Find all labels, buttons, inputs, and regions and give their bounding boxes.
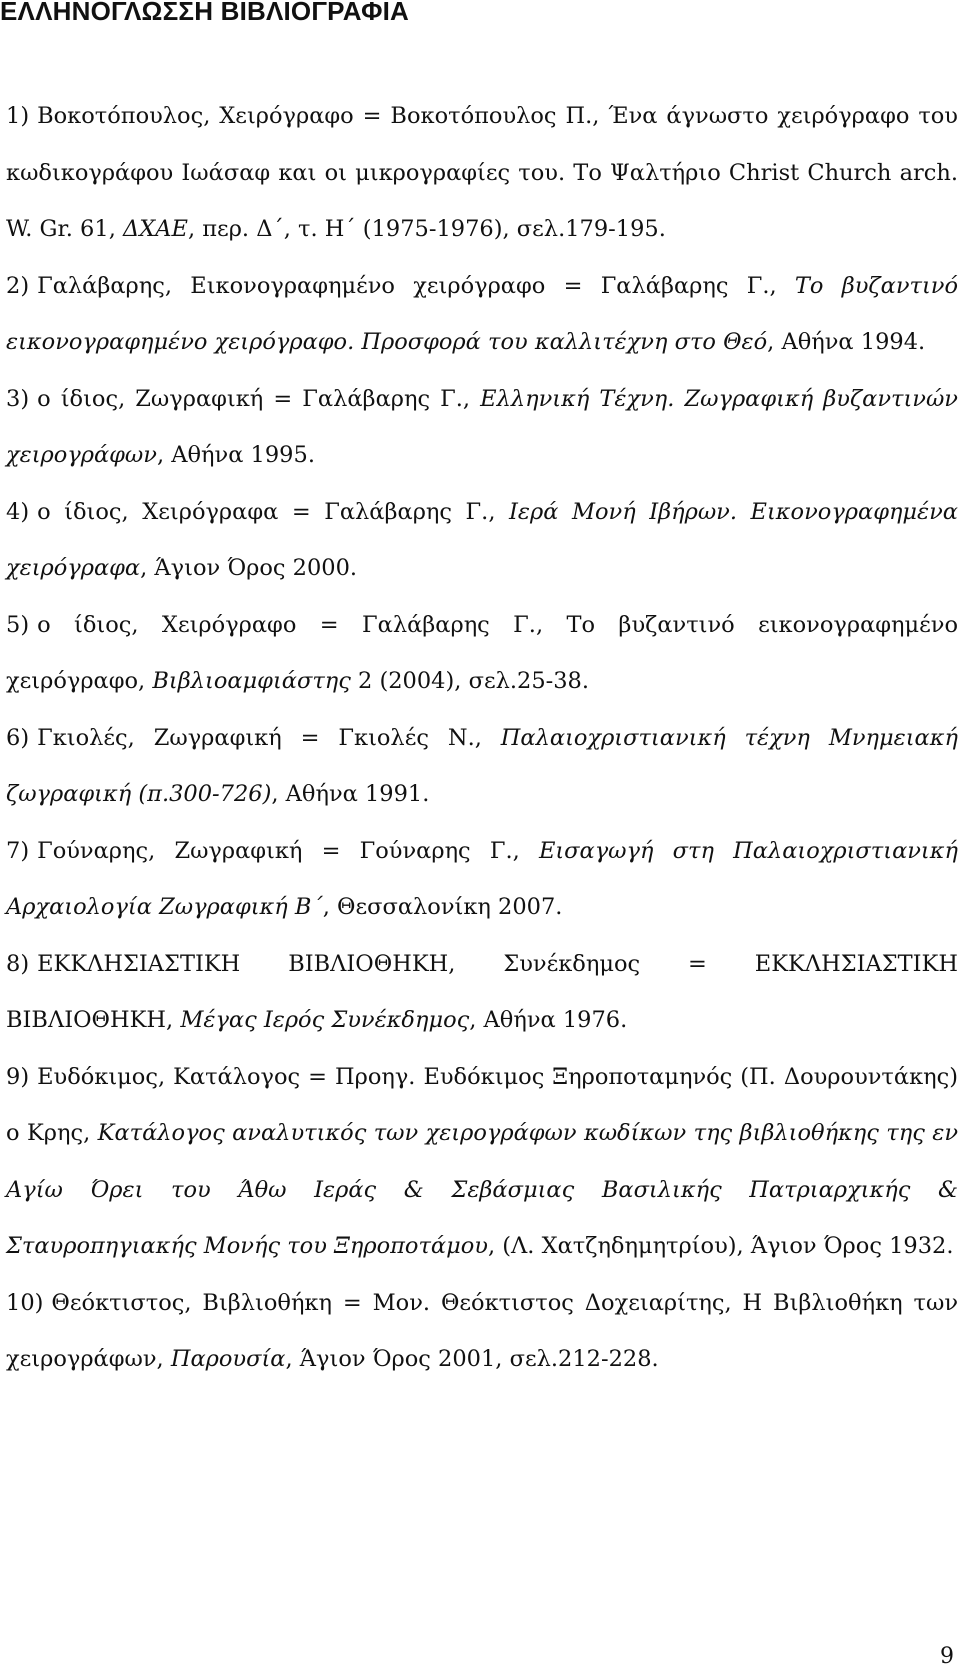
entry-number: 9) bbox=[6, 1063, 30, 1090]
page-number: 9 bbox=[940, 1644, 954, 1669]
entry-number: 5) bbox=[6, 611, 30, 638]
bibliography-entry-10 bbox=[6, 1275, 958, 1388]
bibliography-entry-2 bbox=[6, 258, 958, 371]
entry-text: , Άγιον Όρος 2001, σελ.212-228. bbox=[285, 1346, 659, 1372]
entry-text: Ευδόκιμος, Κατάλογος = Προηγ. Ευδόκιμος Ξηροποταμηνός (Π. Δουρουντάκης) ο Κρης, bbox=[6, 1063, 958, 1146]
entry-title: ΔΧΑΕ bbox=[123, 216, 188, 242]
entry-text: Βοκοτόπουλος, Χειρόγραφο = Βοκοτόπουλος Π., Ένα άγνωστο χειρόγραφο του κωδικογράφου Ιωάσαφ και οι μικρογραφίες του. Το Ψαλτήριο Christ Church arch. W. Gr. 61, bbox=[6, 103, 958, 242]
entry-title: Ελληνική Τέχνη. Ζωγραφική βυζαντινών χειρογράφων bbox=[6, 385, 958, 468]
bibliography-entry-1 bbox=[6, 88, 958, 258]
entry-number: 10) bbox=[6, 1289, 44, 1316]
bibliography-entry-7 bbox=[6, 823, 958, 936]
entry-number: 3) bbox=[6, 385, 30, 412]
entry-text: 2 (2004), σελ.25-38. bbox=[350, 668, 590, 694]
bibliography-entry-4 bbox=[6, 484, 958, 597]
entry-title: Εισαγωγή στη Παλαιοχριστιανική Αρχαιολογία Ζωγραφική Β΄ bbox=[6, 837, 958, 920]
entry-title: Κατάλογος αναλυτικός των χειρογράφων κωδίκων της βιβλιοθήκης της εν Αγίω Όρει του Άθω Ιεράς & Σεβάσμιας Βασιλικής Πατριαρχικής & Σταυροπηγιακής Μονής του Ξηροποτάμου bbox=[6, 1120, 958, 1259]
entry-title: Το βυζαντινό εικονογραφημένο χειρόγραφο. Προσφορά του καλλιτέχνη στο Θεό bbox=[6, 272, 958, 355]
entry-title: Παρουσία bbox=[170, 1346, 286, 1372]
entry-text: Γούναρης, Ζωγραφική = Γούναρης Γ., bbox=[37, 837, 539, 864]
entry-text: , Αθήνα 1995. bbox=[156, 442, 315, 468]
bibliography-entry-9 bbox=[6, 1049, 958, 1275]
entry-title: Παλαιοχριστιανική τέχνη Μνημειακή ζωγραφική (π.300-726) bbox=[6, 724, 958, 807]
bibliography-list bbox=[6, 88, 958, 1388]
entry-text: , Θεσσαλονίκη 2007. bbox=[322, 894, 563, 920]
entry-number: 8) bbox=[6, 950, 30, 977]
bibliography-entry-5 bbox=[6, 597, 958, 710]
entry-text: ο ίδιος, Χειρόγραφο = Γαλάβαρης Γ., Το βυζαντινό εικονογραφημένο χειρόγραφο, bbox=[6, 611, 958, 694]
entry-text: , (Λ. Χατζηδημητρίου), Άγιον Όρος 1932. bbox=[487, 1233, 954, 1259]
entry-text: , Αθήνα 1991. bbox=[271, 781, 430, 807]
bibliography-entry-3 bbox=[6, 371, 958, 484]
entry-number: 1) bbox=[6, 103, 30, 129]
entry-text: , περ. Δ΄, τ. Η΄ (1975-1976), σελ.179-195. bbox=[187, 216, 666, 242]
entry-text: , Άγιον Όρος 2000. bbox=[140, 555, 358, 581]
entry-text: Γκιολές, Ζωγραφική = Γκιολές Ν., bbox=[37, 724, 501, 751]
entry-number: 7) bbox=[6, 837, 30, 864]
entry-number: 6) bbox=[6, 724, 30, 751]
bibliography-entry-8 bbox=[6, 936, 958, 1049]
entry-title: Ιερά Μονή Ιβήρων. Εικονογραφημένα χειρόγραφα bbox=[6, 498, 958, 581]
entry-text: , Αθήνα 1976. bbox=[469, 1007, 628, 1033]
entry-title: Βιβλιοαμφιάστης bbox=[152, 668, 351, 694]
entry-text: ο ίδιος, Ζωγραφική = Γαλάβαρης Γ., bbox=[37, 385, 481, 412]
entry-text: ο ίδιος, Χειρόγραφα = Γαλάβαρης Γ., bbox=[37, 498, 510, 525]
entry-number: 4) bbox=[6, 498, 30, 525]
entry-number: 2) bbox=[6, 272, 30, 299]
entry-text: Θεόκτιστος, Βιβλιοθήκη = Μον. Θεόκτιστος Δοχειαρίτης, Η Βιβλιοθήκη των χειρογράφων, bbox=[6, 1289, 958, 1372]
entry-text: Γαλάβαρης, Εικονογραφημένο χειρόγραφο = Γαλάβαρης Γ., bbox=[37, 272, 795, 299]
entry-title: Μέγας Ιερός Συνέκδημος bbox=[180, 1007, 470, 1033]
bibliography-entry-6 bbox=[6, 710, 958, 823]
entry-text: ΕΚΚΛΗΣΙΑΣΤΙΚΗ ΒΙΒΛΙΟΘΗΚΗ, Συνέκδημος = ΕΚΚΛΗΣΙΑΣΤΙΚΗ ΒΙΒΛΙΟΘΗΚΗ, bbox=[6, 950, 958, 1033]
entry-text: , Αθήνα 1994. bbox=[767, 329, 926, 355]
page-title: ΕΛΛΗΝΟΓΛΩΣΣΗ ΒΙΒΛΙΟΓΡΑΦΙΑ bbox=[0, 0, 410, 26]
